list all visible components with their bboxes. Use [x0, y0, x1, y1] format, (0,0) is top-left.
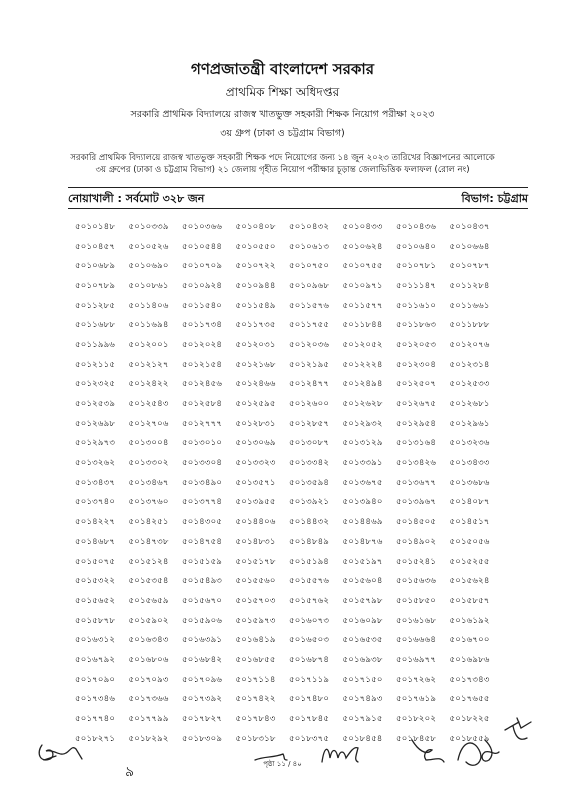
department-title: প্রাথমিক শিক্ষা অধিদপ্তর [225, 85, 340, 99]
roll-number: ৫০১৩৪৩৩ [449, 458, 490, 469]
roll-number: ৫০১৪৩০৫ [182, 517, 223, 528]
roll-number: ৫০১২১৬৮ [235, 359, 276, 370]
roll-number: ৫০১০৭২২ [235, 261, 276, 272]
roll-number: ৫০১৬৮৫৫ [235, 654, 276, 665]
roll-number: ৫০১০৮৬১ [128, 280, 169, 291]
roll-number: ৫০১১৬১০ [396, 300, 437, 311]
roll-number: ৫০১৫৬৫২ [75, 595, 116, 606]
roll-number: ৫০১১৫৭৬ [289, 300, 330, 311]
roll-number: ৫০১১২৮৫ [75, 300, 116, 311]
roll-number: ৫০১৭৪৮০ [289, 694, 330, 705]
roll-number: ৫০১৭৩৪৩ [449, 674, 490, 685]
roll-number: ৫০১০৭৫৫ [342, 261, 383, 272]
roll-number: ৫০১২৪৭৭ [289, 379, 330, 390]
roll-number: ৫০১৫৯০৬ [182, 615, 223, 626]
roll-number: ৫০১০৪৩৬ [396, 221, 437, 232]
roll-number: ৫০১২৩১৪ [449, 359, 490, 370]
roll-number: ৫০১৫৮৫৭ [449, 595, 490, 606]
roll-row [75, 611, 535, 631]
roll-number: ৫০১২৭৭৭ [182, 418, 223, 429]
roll-number: ৫০১৬০৭৩ [289, 615, 330, 626]
roll-number: ৫০১৩৫৭১ [235, 477, 276, 488]
roll-number: ৫০১০৬৯০ [128, 261, 169, 272]
roll-number: ৫০১৪৫০৫ [396, 517, 437, 528]
roll-number: ৫০১৭৩৪৬ [75, 694, 116, 705]
roll-number: ৫০১০৪০৮ [235, 221, 276, 232]
roll-number: ৫০১৮৩০৯ [182, 733, 223, 744]
roll-number: ৫০১৫০৭৫ [75, 556, 116, 567]
roll-number: ৫০১৩৪৬৭ [128, 477, 169, 488]
roll-number: ৫০১৫৯৭৩ [235, 615, 276, 626]
result-notice [40, 152, 525, 176]
page-mark: ৯ [125, 764, 135, 780]
roll-number: ৫০১২৫০৭ [396, 379, 437, 390]
roll-number: ৫০১২৯৭৩ [75, 438, 116, 449]
roll-number: ৫০১৩৯২১ [289, 497, 330, 508]
roll-number: ৫০১২১৯৫ [289, 359, 330, 370]
roll-number: ৫০১৭০৯৩ [128, 674, 169, 685]
roll-number: ৫০১২০৫৩ [396, 339, 437, 350]
roll-row [75, 571, 535, 591]
roll-number: ৫০১৪৯০২ [396, 536, 437, 547]
roll-number: ৫০১৬৮৭৪ [289, 654, 330, 665]
roll-number: ৫০১৫১৯৪ [289, 556, 330, 567]
roll-row [75, 512, 535, 532]
roll-number: ৫০১৬৯৩৮ [342, 654, 383, 665]
roll-number: ৫০১১১৪৭ [396, 280, 437, 291]
notice-line-1: সরকারি প্রাথমিক বিদ্যালয়ে রাজস্ব খাতভুক্ত সহকারী শিক্ষক পদে নিয়োগের জন্য ১৪ জুন ২০২৩ তারিখের বিজ্ঞাপনের আলোকে [70, 153, 495, 163]
roll-number: ৫০১৩৭৭৪ [182, 497, 223, 508]
roll-number: ৫০১৭৭৪০ [75, 714, 116, 725]
roll-number: ৫০১৭৬৫৫ [449, 694, 490, 705]
roll-number: ৫০১৫৬৩৬ [396, 576, 437, 587]
roll-number: ৫০১০৭৫০ [289, 261, 330, 272]
roll-number: ৫০১৪৭৫৪ [182, 536, 223, 547]
roll-number: ৫০১১৬৮৮ [75, 320, 116, 331]
roll-number: ৫০১০৩৬৬ [182, 221, 223, 232]
roll-number: ৫০১৩৭৬০ [128, 497, 169, 508]
summary-top-rule [68, 187, 528, 188]
roll-number: ৫০১৫৬৭০ [182, 595, 223, 606]
roll-number: ৫০১০৬৪০ [396, 241, 437, 252]
roll-number: ৫০১৩২৬২ [75, 458, 116, 469]
roll-number: ৫০১৬৪১৯ [235, 635, 276, 646]
roll-row [75, 650, 535, 670]
roll-number: ৫০১৮২৭১ [75, 733, 116, 744]
roll-number: ৫০১২১১৫ [75, 359, 116, 370]
roll-number: ৫০১৫৩৫৪ [128, 576, 169, 587]
roll-number: ৫০১৭৮৪৩ [235, 714, 276, 725]
roll-number: ৫০১২৬০০ [289, 399, 330, 410]
roll-number: ৫০১৩৬৭৫ [342, 477, 383, 488]
roll-number: ৫০১২০৩১ [235, 339, 276, 350]
roll-number: ৫০১৫৯০২ [128, 615, 169, 626]
roll-number: ৫০১৪০৮৭ [449, 497, 490, 508]
roll-number: ৫০১১৭৫৫ [289, 320, 330, 331]
roll-row [75, 552, 535, 572]
roll-number: ৫০১৭৮২৭ [182, 714, 223, 725]
roll-number: ৫০১৫৩২২ [75, 576, 116, 587]
roll-number: ৫০১০৯২৪ [182, 280, 223, 291]
roll-number: ৫০১৬৭৯২ [75, 654, 116, 665]
roll-number: ৫০১০১৪৮ [75, 221, 116, 232]
roll-number: ৫০১৮২০২ [396, 714, 437, 725]
roll-row [75, 670, 535, 690]
roll-number: ৫০১৬৩৪৩ [128, 635, 169, 646]
roll-number: ৫০১৩৪৯০ [182, 477, 223, 488]
district-total: নোয়াখালী : সর্বমোট ৩২৮ জন [68, 192, 205, 205]
roll-number: ৫০১৫২৫৫ [449, 556, 490, 567]
roll-number: ৫০১২৫৯৫ [235, 399, 276, 410]
roll-number: ৫০১৩৪২৬ [396, 458, 437, 469]
roll-number: ৫০১১৬৯৪ [128, 320, 169, 331]
roll-number: ৫০১৫৫৬০ [235, 576, 276, 587]
roll-number: ৫০১১৫৪০ [182, 300, 223, 311]
roll-number: ৫০১৩৬৮৬ [449, 477, 490, 488]
roll-number: ৫০১০৯৪৪ [235, 280, 276, 291]
division-label: বিভাগ: চট্টগ্রাম [461, 192, 528, 205]
roll-number: ৫০১৫১৫৯ [182, 556, 223, 567]
roll-number: ৫০১৭৩৬৬ [128, 694, 169, 705]
page-number: পৃষ্ঠা ১১ / ৪০ [263, 760, 302, 768]
roll-number: ৫০১৩১২৯ [342, 438, 383, 449]
roll-number: ৫০১২৩০৪ [396, 359, 437, 370]
roll-number: ৫০১৫৪৯৩ [182, 576, 223, 587]
roll-number: ৫০১২৯৫৪ [396, 418, 437, 429]
roll-row [75, 296, 535, 316]
roll-number: ৫০১৪২৫১ [128, 517, 169, 528]
roll-row [75, 315, 535, 335]
roll-number: ৫০১৩৩৪২ [289, 458, 330, 469]
roll-number: ৫০১২৬৭৫ [396, 399, 437, 410]
roll-number: ৫০১৩৯৬৭ [396, 497, 437, 508]
summary-bottom-rule [68, 208, 528, 209]
roll-number: ৫০১১৭৩৫ [235, 320, 276, 331]
roll-number: ৫০১১৮৬৩ [396, 320, 437, 331]
roll-number: ৫০১২৬২৮ [342, 399, 383, 410]
roll-number: ৫০১৮৫৫৯ [449, 733, 490, 744]
roll-row [75, 473, 535, 493]
roll-number: ৫০১৪৪৩২ [289, 517, 330, 528]
roll-number: ৫০১৭০৯৬ [182, 674, 223, 685]
roll-number: ৫০১৮৪৫৪ [342, 733, 383, 744]
roll-number: ৫০১২৮৫৭ [289, 418, 330, 429]
roll-number: ৫০১২০৭৬ [449, 339, 490, 350]
roll-number: ৫০১৭৪৯৩ [342, 694, 383, 705]
roll-number: ৫০১৩২৩৬ [449, 438, 490, 449]
roll-number: ৫০১০৯৬৮ [289, 280, 330, 291]
notice-line-2: ৩য় গ্রুপের (ঢাকা ও চট্টগ্রাম বিভাগ) ২১ জেলায় গৃহীত নিয়োগ পরীক্ষার চূড়ান্ত জেলাভিত্তিক ফলাফল (রোল নং) [95, 165, 470, 175]
roll-number: ৫০১২৯৩২ [342, 418, 383, 429]
roll-number: ৫০১০৫২৬ [128, 241, 169, 252]
roll-number: ৫০১০৪৩২ [289, 221, 330, 232]
roll-number: ৫০১৩৩০৪ [182, 458, 223, 469]
roll-number: ৫০১৬১৯২ [449, 615, 490, 626]
roll-number: ৫০১৩৭৪০ [75, 497, 116, 508]
roll-number: ৫০১২৪৫৬ [182, 379, 223, 390]
roll-number: ৫০১৬৯৮৬ [449, 654, 490, 665]
roll-number: ৫০১৮৩৭৫ [289, 733, 330, 744]
roll-number: ৫০১৭১৫০ [342, 674, 383, 685]
roll-row [75, 532, 535, 552]
roll-number: ৫০১৩৯৫৫ [235, 497, 276, 508]
roll-row [75, 394, 535, 414]
roll-number: ৫০১৫৭০৩ [235, 595, 276, 606]
roll-number: ৫০১৭২৬২ [396, 674, 437, 685]
roll-number: ৫০১২৯৬১ [449, 418, 490, 429]
roll-number: ৫০১১২৮৪ [449, 280, 490, 291]
roll-number: ৫০১০৪৩৩ [342, 221, 383, 232]
roll-row [75, 591, 535, 611]
signatures [0, 700, 565, 800]
roll-number: ৫০১৪৭৩৮ [128, 536, 169, 547]
roll-number: ৫০১০৫৪৪ [182, 241, 223, 252]
roll-number: ৫০১২৪৬৬ [235, 379, 276, 390]
roll-number: ৫০১০৭৮৯ [75, 280, 116, 291]
roll-number: ৫০১৬৩১২ [75, 635, 116, 646]
roll-number: ৫০১৭১১৪ [235, 674, 276, 685]
document-header [0, 58, 565, 140]
roll-number: ৫০১৪৮৭৬ [342, 536, 383, 547]
roll-number: ৫০১০৬১৩ [289, 241, 330, 252]
roll-number: ৫০১৪৫১৭ [449, 517, 490, 528]
roll-row [75, 434, 535, 454]
roll-number: ৫০১৬১৬৮ [396, 615, 437, 626]
roll-number: ৫০১৪৬৮৭ [75, 536, 116, 547]
roll-row [75, 493, 535, 513]
roll-number: ৫০১৫৭৬২ [289, 595, 330, 606]
roll-number: ৫০১৪৮৩১ [235, 536, 276, 547]
roll-row [75, 237, 535, 257]
roll-number: ৫০১৭৪২২ [235, 694, 276, 705]
roll-number: ৫০১৩৪৩৭ [75, 477, 116, 488]
roll-number: ৫০১৫৬৫৯ [128, 595, 169, 606]
roll-number: ৫০১৩৩০২ [128, 458, 169, 469]
roll-row [75, 217, 535, 237]
roll-number: ৫০১২১৫৪ [182, 359, 223, 370]
roll-row [75, 630, 535, 650]
roll-number: ৫০১২৬৮১ [449, 399, 490, 410]
roll-number: ৫০১২৪২২ [128, 379, 169, 390]
roll-number: ৫০১৬০৯৮ [342, 615, 383, 626]
roll-number: ৫০১৫৬০৪ [342, 576, 383, 587]
roll-number: ৫০১১৮৪৪ [342, 320, 383, 331]
roll-number: ৫০১১৮৮৮ [449, 320, 490, 331]
roll-number: ৫০১১৪০৬ [128, 300, 169, 311]
roll-number: ৫০১৩৩২৩ [235, 458, 276, 469]
group-title: ৩য় গ্রুপ (ঢাকা ও চট্টগ্রাম বিভাগ) [220, 128, 345, 139]
roll-number: ৫০১০৩৩৯ [128, 221, 169, 232]
roll-number: ৫০১৬৫৩৫ [342, 635, 383, 646]
roll-number: ৫০১৬৬৬৪ [396, 635, 437, 646]
roll-number: ৫০১০৫৫০ [235, 241, 276, 252]
roll-number: ৫০১৩০১০ [182, 438, 223, 449]
roll-number: ৫০১৮৪৫৮ [396, 733, 437, 744]
roll-number: ৫০১৭৩৯২ [182, 694, 223, 705]
roll-number: ৫০১৩০৮৭ [289, 438, 330, 449]
roll-number: ৫০১২০৫২ [342, 339, 383, 350]
roll-number: ৫০১৪২২৭ [75, 517, 116, 528]
roll-number: ৫০১৮২২৫ [449, 714, 490, 725]
roll-number: ৫০১০৭৮১ [396, 261, 437, 272]
roll-number: ৫০১৫৮৭৮ [75, 615, 116, 626]
roll-number: ৫০১৭০৯০ [75, 674, 116, 685]
roll-number: ৫০১৬৭০০ [449, 635, 490, 646]
roll-number: ৫০১২৫৪৩ [128, 399, 169, 410]
roll-row [75, 414, 535, 434]
roll-number: ৫০১৭৮৪৫ [289, 714, 330, 725]
roll-number: ৫০১৫৭৯৮ [342, 595, 383, 606]
roll-number: ৫০১৩০৬৯ [235, 438, 276, 449]
roll-number: ৫০১০৯৭১ [342, 280, 383, 291]
roll-number: ৫০১৪৪০৬ [235, 517, 276, 528]
roll-number: ৫০১৬৫০৩ [289, 635, 330, 646]
roll-number: ৫০১৪৮৪৯ [289, 536, 330, 547]
roll-number: ৫০১২৫৩৩ [449, 379, 490, 390]
roll-number: ৫০১৭৬১৯ [396, 694, 437, 705]
roll-number: ৫০১৫৮৫০ [396, 595, 437, 606]
roll-number: ৫০১৬৯৭৭ [396, 654, 437, 665]
roll-number: ৫০১২২২৪ [342, 359, 383, 370]
exam-title: সরকারি প্রাথমিক বিদ্যালয়ে রাজস্ব খাতভুক্ত সহকারী শিক্ষক নিয়োগ পরীক্ষা ২০২৩ [130, 109, 435, 120]
roll-number: ৫০১২৮৩১ [235, 418, 276, 429]
roll-number: ৫০১২০২৪ [182, 339, 223, 350]
roll-number: ৫০১২৩২৫ [75, 379, 116, 390]
roll-number: ৫০১০৬৮৯ [75, 261, 116, 272]
roll-number: ৫০১০৭৮৭ [449, 261, 490, 272]
roll-number: ৫০১১৭৩৪ [182, 320, 223, 331]
roll-number: ৫০১৫৬২৪ [449, 576, 490, 587]
roll-number: ৫০১৩৫৯৪ [289, 477, 330, 488]
roll-number: ৫০১২৭০৬ [128, 418, 169, 429]
roll-number: ৫০১০৪৩৭ [449, 221, 490, 232]
government-title: গণপ্রজাতন্ত্রী বাংলাদেশ সরকার [191, 60, 374, 78]
roll-number: ৫০১৩১৬৪ [396, 438, 437, 449]
roll-number: ৫০১৩৩৯১ [342, 458, 383, 469]
roll-number: ৫০১৩৯৪০ [342, 497, 383, 508]
roll-number: ৫০১২৪৯৪ [342, 379, 383, 390]
roll-number: ৫০১৫২৪১ [396, 556, 437, 567]
roll-number: ৫০১৫৫৭৬ [289, 576, 330, 587]
district-summary [68, 190, 528, 206]
roll-number: ৫০১৭৯১৫ [342, 714, 383, 725]
roll-number: ৫০১৮৩১৮ [235, 733, 276, 744]
roll-row [75, 453, 535, 473]
roll-number: ৫০১১৯৯৬ [75, 339, 116, 350]
roll-row [75, 335, 535, 355]
roll-number: ৫০১২৫৮৪ [182, 399, 223, 410]
roll-row [75, 355, 535, 375]
roll-row [75, 256, 535, 276]
roll-number: ৫০১৭৭৯৯ [128, 714, 169, 725]
roll-number: ৫০১৫১২৪ [128, 556, 169, 567]
roll-number: ৫০১৪৪৬৯ [342, 517, 383, 528]
roll-number: ৫০১৩৬৭৭ [396, 477, 437, 488]
roll-number: ৫০১৩০০৪ [128, 438, 169, 449]
roll-number: ৫০১০৭০৯ [182, 261, 223, 272]
roll-number-grid [75, 217, 535, 749]
roll-number: ৫০১২১২৭ [128, 359, 169, 370]
roll-number: ৫০১৬৮৪২ [182, 654, 223, 665]
roll-number: ৫০১৬৮০৬ [128, 654, 169, 665]
roll-number: ৫০১১৬৬১ [449, 300, 490, 311]
roll-number: ৫০১১৫৪৯ [235, 300, 276, 311]
roll-number: ৫০১০৪৫৭ [75, 241, 116, 252]
roll-number: ৫০১৫১৭৮ [235, 556, 276, 567]
roll-row [75, 375, 535, 395]
roll-number: ৫০১২৫৩৯ [75, 399, 116, 410]
roll-number: ৫০১০৬৬৪ [449, 241, 490, 252]
roll-number: ৫০১৬৩৯১ [182, 635, 223, 646]
roll-number: ৫০১৮২৯২ [128, 733, 169, 744]
roll-number: ৫০১৫১৯৭ [342, 556, 383, 567]
roll-number: ৫০১২৬৯৮ [75, 418, 116, 429]
roll-number: ৫০১১৫৭৭ [342, 300, 383, 311]
roll-number: ৫০১২০৩৬ [289, 339, 330, 350]
signature-7 [505, 718, 531, 739]
roll-number: ৫০১২০০১ [128, 339, 169, 350]
roll-number: ৫০১০৬২৪ [342, 241, 383, 252]
roll-row [75, 276, 535, 296]
roll-number: ৫০১৫০৫৬ [449, 536, 490, 547]
roll-number: ৫০১৭১১৯ [289, 674, 330, 685]
